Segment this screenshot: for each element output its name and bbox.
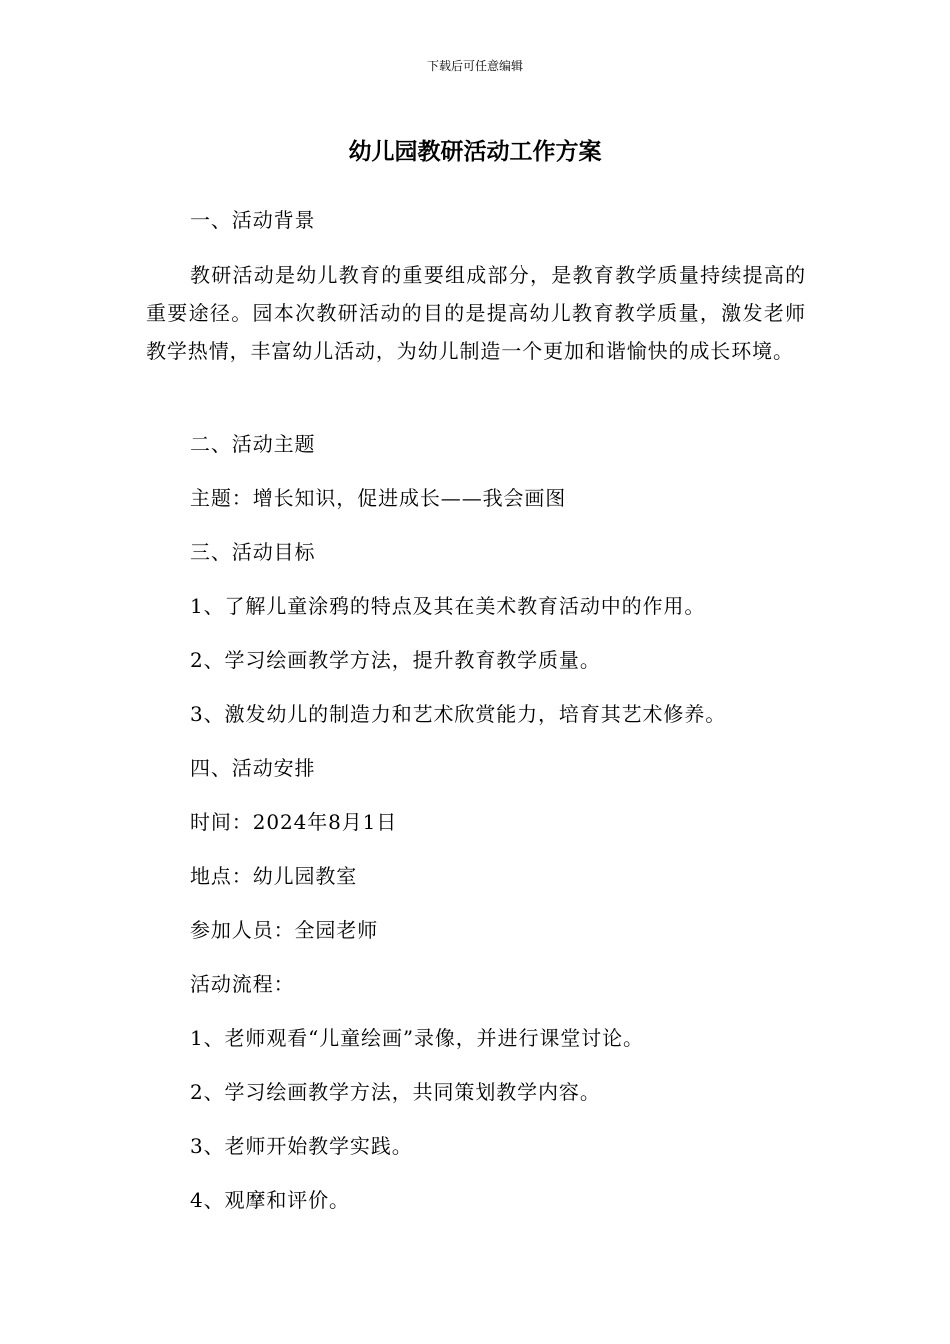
process-step: 1、老师观看“儿童绘画”录像，并进行课堂讨论。 [190, 1026, 644, 1050]
goal-item: 3、激发幼儿的制造力和艺术欣赏能力，培育其艺术修养。 [190, 702, 727, 726]
goal-item: 2、学习绘画教学方法，提升教育教学质量。 [190, 648, 601, 672]
section-heading-background: 一、活动背景 [190, 208, 316, 232]
arrangement-place: 地点：幼儿园教室 [190, 864, 358, 888]
arrangement-time: 时间：2024年8月1日 [190, 810, 398, 834]
theme-text: 主题：增长知识，促进成长——我会画图 [190, 486, 567, 510]
header-note: 下载后可任意编辑 [426, 59, 523, 73]
section-heading-theme: 二、活动主题 [190, 432, 316, 456]
process-step: 3、老师开始教学实践。 [190, 1134, 413, 1158]
background-paragraph: 教研活动是幼儿教育的重要组成部分，是教育教学质量持续提高的重要途径。园本次教研活动的目的是提高幼儿教育教学质量，激发老师教学热情，丰富幼儿活动，为幼儿制造一个更加和谐愉快的成长环境。 [146, 263, 806, 363]
goal-item: 1、了解儿童涂鸦的特点及其在美术教育活动中的作用。 [190, 594, 706, 618]
arrangement-participants: 参加人员：全园老师 [190, 918, 379, 942]
process-step: 2、学习绘画教学方法，共同策划教学内容。 [190, 1080, 601, 1104]
process-step: 4、观摩和评价。 [190, 1188, 350, 1212]
section-heading-arrangement: 四、活动安排 [190, 756, 316, 780]
section-heading-goals: 三、活动目标 [190, 540, 316, 564]
process-label: 活动流程： [190, 972, 295, 996]
document-title: 幼儿园教研活动工作方案 [348, 139, 602, 165]
